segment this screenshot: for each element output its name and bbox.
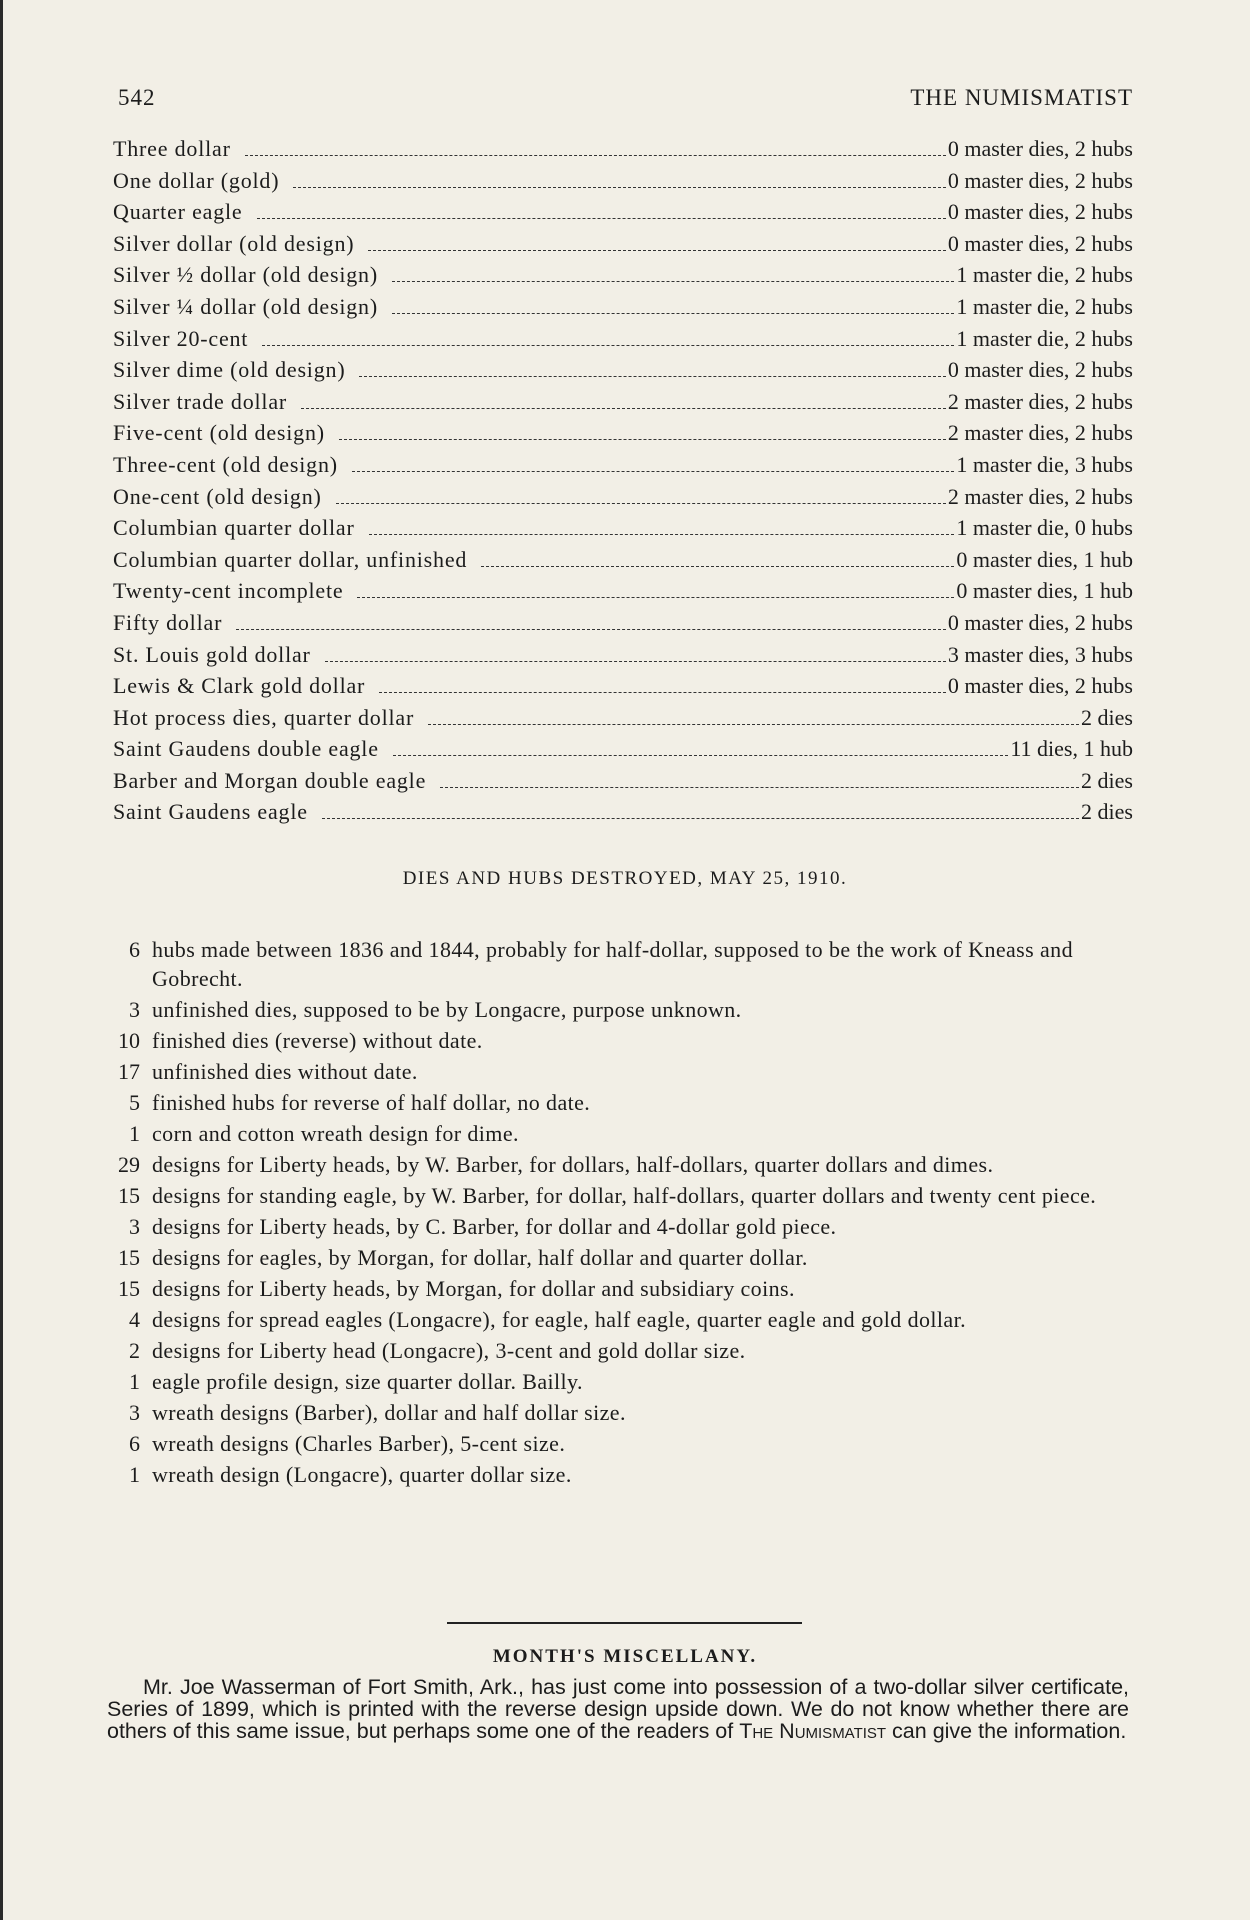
inventory-label: Fifty dollar [113,609,223,635]
dotted-leader [257,218,946,219]
destroyed-count: 15 [118,1245,140,1270]
inventory-row [113,484,1133,516]
inventory-value: 2 dies [1081,704,1133,730]
inventory-value: 3 master dies, 3 hubs [947,641,1133,667]
inventory-row [113,136,1133,168]
dotted-leader [352,471,955,472]
inventory-row [113,326,1133,358]
inventory-row [113,199,1133,231]
inventory-value: 1 master die, 2 hubs [956,325,1133,351]
miscellany-text-start: Mr. Joe Wasserman of Fort Smith, Ark., has just come into possession of a two-dollar silver certificate, Series of 1899, which is printed with the reverse design upside down. We do not know whether there are others of this same issue, but perhaps some one of the readers of [107,1675,1129,1743]
inventory-label: Columbian quarter dollar, unfinished [113,546,468,572]
inventory-value: 2 master dies, 2 hubs [947,388,1133,414]
destroyed-description: hubs made between 1836 and 1844, probably for half-dollar, supposed to be the work of Kneass and Gobrecht. [152,937,1073,991]
inventory-value: 0 master dies, 2 hubs [947,167,1133,193]
destroyed-description: eagle profile design, size quarter dollar. Bailly. [152,1369,583,1394]
destroyed-description: unfinished dies without date. [152,1059,418,1084]
inventory-label: Saint Gaudens double eagle [113,736,379,762]
destroyed-count: 2 [129,1338,140,1363]
inventory-value: 1 master die, 3 hubs [956,451,1133,477]
dotted-leader [339,439,946,440]
inventory-value: 11 dies, 1 hub [1010,736,1133,762]
dotted-leader [245,155,946,156]
destroyed-item [100,1026,1135,1055]
inventory-value: 0 master dies, 1 hub [956,578,1133,604]
running-title: THE NUMISMATIST [910,85,1133,110]
dotted-leader [481,566,954,567]
inventory-row [113,420,1133,452]
destroyed-item [100,1150,1135,1179]
miscellany-paragraph [107,1676,1129,1742]
inventory-value: 0 master dies, 2 hubs [947,357,1133,383]
inventory-value: 0 master dies, 2 hubs [947,230,1133,256]
dotted-leader [428,724,1079,725]
miscellany-title: MONTH'S MISCELLANY. [492,1646,758,1667]
destroyed-item [100,1057,1135,1086]
inventory-value: 2 dies [1081,767,1133,793]
inventory-value: 0 master dies, 2 hubs [947,199,1133,225]
inventory-row [113,736,1133,768]
destroyed-description: unfinished dies, supposed to be by Longacre, purpose unknown. [152,997,742,1022]
destroyed-count: 3 [129,1400,140,1425]
inventory-label: Columbian quarter dollar [113,515,355,541]
inventory-value: 0 master dies, 2 hubs [947,609,1133,635]
dotted-leader [301,408,946,409]
destroyed-description: designs for Liberty heads, by Morgan, for dollar and subsidiary coins. [152,1276,795,1301]
destroyed-count: 1 [129,1462,140,1487]
destroyed-description: designs for Liberty head (Longacre), 3-cent and gold dollar size. [152,1338,746,1363]
destroyed-count: 5 [129,1090,140,1115]
destroyed-item [100,1305,1135,1334]
journal-name: The Numismatist [739,1719,887,1743]
destroyed-item [100,1181,1135,1210]
inventory-row [113,515,1133,547]
destroyed-item [100,1212,1135,1241]
inventory-value: 2 master dies, 2 hubs [947,483,1133,509]
destroyed-description: wreath designs (Charles Barber), 5-cent size. [152,1431,566,1456]
destroyed-list [100,935,1135,1491]
dotted-leader [336,503,946,504]
inventory-value: 1 master die, 0 hubs [956,515,1133,541]
destroyed-count: 4 [129,1307,140,1332]
inventory-label: Barber and Morgan double eagle [113,767,427,793]
destroyed-count: 17 [118,1059,140,1084]
inventory-row [113,578,1133,610]
destroyed-count: 1 [129,1121,140,1146]
inventory-label: Silver trade dollar [113,388,288,414]
destroyed-count: 1 [129,1369,140,1394]
inventory-label: Lewis & Clark gold dollar [113,673,366,699]
dotted-leader [393,755,1009,756]
destroyed-item [100,1243,1135,1272]
inventory-value: 1 master die, 2 hubs [956,262,1133,288]
page-edge [0,0,3,1920]
destroyed-count: 6 [129,937,140,962]
destroyed-item [100,1460,1135,1489]
inventory-row [113,452,1133,484]
inventory-value: 0 master dies, 2 hubs [947,673,1133,699]
inventory-row [113,168,1133,200]
dotted-leader [236,629,946,630]
page-header [118,85,1133,111]
inventory-list [113,136,1133,831]
inventory-label: One dollar (gold) [113,167,280,193]
inventory-row [113,799,1133,831]
inventory-label: St. Louis gold dollar [113,641,311,667]
destroyed-item [100,1336,1135,1365]
inventory-row [113,262,1133,294]
dotted-leader [293,187,946,188]
destroyed-item [100,995,1135,1024]
dotted-leader [325,661,946,662]
destroyed-item [100,1274,1135,1303]
destroyed-item [100,1398,1135,1427]
inventory-label: Hot process dies, quarter dollar [113,704,415,730]
destroyed-description: designs for spread eagles (Longacre), for eagle, half eagle, quarter eagle and gold dollar. [152,1307,966,1332]
destroyed-count: 3 [129,997,140,1022]
inventory-value: 1 master die, 2 hubs [956,293,1133,319]
inventory-label: Twenty-cent incomplete [113,578,344,604]
inventory-label: Silver ¼ dollar (old design) [113,293,378,319]
inventory-label: Three dollar [113,136,231,161]
destroyed-count: 10 [118,1028,140,1053]
dotted-leader [368,250,945,251]
destroyed-count: 15 [118,1183,140,1208]
inventory-value: 2 dies [1081,799,1133,825]
inventory-label: One-cent (old design) [113,483,322,509]
inventory-row [113,768,1133,800]
inventory-row [113,389,1133,421]
inventory-row [113,231,1133,263]
destroyed-count: 6 [129,1431,140,1456]
destroyed-count: 29 [118,1152,140,1177]
inventory-row [113,357,1133,389]
destroyed-description: designs for Liberty heads, by W. Barber, for dollars, half-dollars, quarter dollars and dimes. [152,1152,994,1177]
destroyed-item [100,1429,1135,1458]
destroyed-description: finished dies (reverse) without date. [152,1028,483,1053]
dotted-leader [322,818,1079,819]
dotted-leader [369,534,955,535]
dotted-leader [392,313,954,314]
inventory-label: Quarter eagle [113,199,243,225]
dotted-leader [440,787,1079,788]
destroyed-item [100,1367,1135,1396]
destroyed-description: finished hubs for reverse of half dollar, no date. [152,1090,591,1115]
inventory-label: Five-cent (old design) [113,420,325,446]
destroyed-description: corn and cotton wreath design for dime. [152,1121,519,1146]
dotted-leader [392,281,954,282]
inventory-label: Silver ½ dollar (old design) [113,262,378,288]
destroyed-item [100,1088,1135,1117]
inventory-row [113,294,1133,326]
inventory-row [113,705,1133,737]
destroyed-description: designs for standing eagle, by W. Barber, for dollar, half-dollars, quarter dollars and twenty cent piece. [152,1183,1097,1208]
dotted-leader [357,597,954,598]
inventory-label: Three-cent (old design) [113,451,338,477]
page-number: 542 [118,85,156,110]
inventory-label: Saint Gaudens eagle [113,799,308,825]
destroyed-count: 3 [129,1214,140,1239]
dotted-leader [379,692,946,693]
destroyed-item [100,935,1135,993]
inventory-row [113,610,1133,642]
dotted-leader [359,376,945,377]
destroyed-count: 15 [118,1276,140,1301]
section-divider [447,1622,802,1624]
destroyed-description: designs for Liberty heads, by C. Barber, for dollar and 4-dollar gold piece. [152,1214,837,1239]
inventory-row [113,642,1133,674]
inventory-value: 2 master dies, 2 hubs [947,420,1133,446]
miscellany-text-end: can give the information. [886,1719,1127,1743]
destroyed-description: designs for eagles, by Morgan, for dollar, half dollar and quarter dollar. [152,1245,808,1270]
destroyed-item [100,1119,1135,1148]
inventory-row [113,547,1133,579]
inventory-label: Silver 20-cent [113,325,249,351]
inventory-value: 0 master dies, 2 hubs [947,136,1133,161]
destroyed-description: wreath design (Longacre), quarter dollar size. [152,1462,572,1487]
inventory-value: 0 master dies, 1 hub [956,546,1133,572]
destroyed-description: wreath designs (Barber), dollar and half dollar size. [152,1400,626,1425]
inventory-row [113,673,1133,705]
dotted-leader [262,345,954,346]
inventory-label: Silver dollar (old design) [113,230,355,256]
destroyed-section-title: DIES AND HUBS DESTROYED, MAY 25, 1910. [402,868,848,889]
inventory-label: Silver dime (old design) [113,357,346,383]
